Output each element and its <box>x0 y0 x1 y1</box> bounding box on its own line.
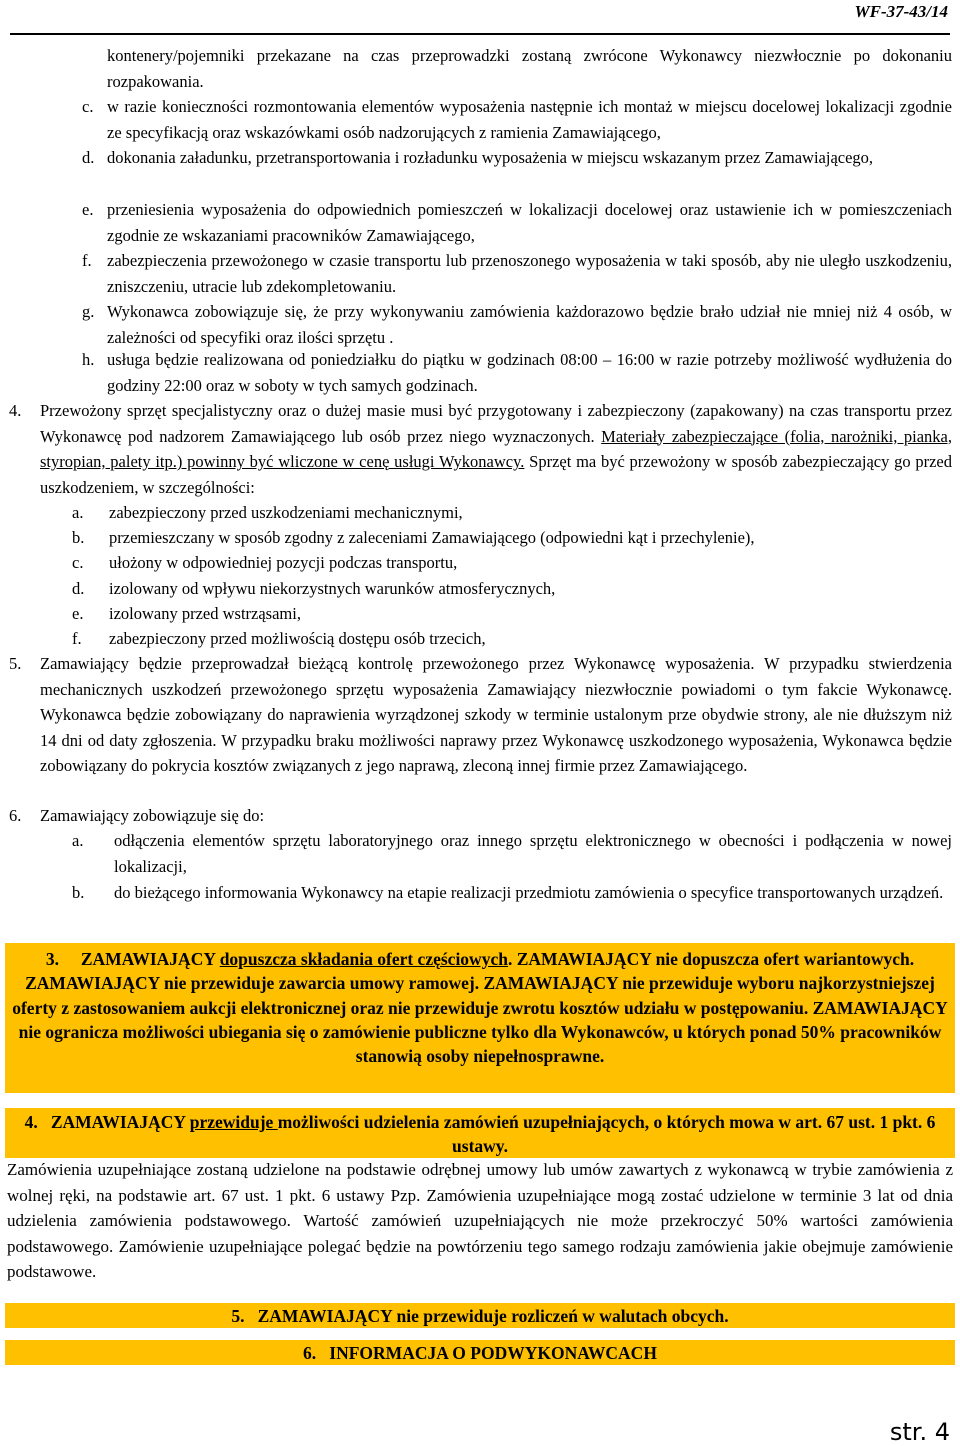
p4-item-c-text: ułożony w odpowiedniej pozycji podczas transportu, <box>109 553 458 572</box>
p4-item-e-text: izolowany przed wstrząsami, <box>109 604 301 623</box>
section-3-rest: . ZAMAWIAJĄCY nie dopuszcza ofert wariantowych. ZAMAWIAJĄCY nie przewiduje zawarcia umowy ramowej. ZAMAWIAJĄCY nie przewiduje wyboru najkorzystniejszej oferty z zastosowaniem aukcji elektronicznej oraz nie przewiduje zwrotu kosztów udziału w postępowaniu. ZAMAWIAJĄCY nie ogranicza możliwości ubiegania się o zamówienie publiczne tylko dla Wykonawców, u których ponad 50% pracowników stanowią osoby niepełnosprawne. <box>12 949 948 1067</box>
point-6-number: 6. <box>9 806 22 825</box>
section-4-body: Zamówienia uzupełniające zostaną udzielone na podstawie odrębnej umowy lub umów zawartych z wykonawcą w trybie zamówienia z wolnej ręki, na podstawie art. 67 ust. 1 pkt. 6 ustawy Pzp. Zamówienia uzupełniające mogą zostać udzielone w terminie 3 lat od dnia udzielenia zamówienia podstawowego. Wartość zamówień uzupełniających nie może przekroczyć 50% wartości zamówienia podstawowego. Zamówienie uzupełniające polegać będzie na powtórzeniu tego samego rodzaju zamówienia jakie obejmuje zamówienie podstawowe. <box>7 1160 953 1282</box>
section-4-number: 4. <box>24 1112 38 1132</box>
p4-item-d-text: izolowany od wpływu niekorzystnych warunków atmosferycznych, <box>109 579 556 598</box>
item-f-text: zabezpieczenia przewożonego w czasie transportu lub przenoszonego wyposażenia w taki sposób, aby nie uległo uszkodzeniu, zniszczeniu, utracie lub zdekompletowaniu. <box>107 251 952 296</box>
document-id: WF-37-43/14 <box>854 2 948 21</box>
item-f-label: f. <box>82 251 92 270</box>
item-b-continuation: kontenery/pojemniki przekazane na czas przeprowadzki zostaną zwrócone Wykonawcy niezwłocznie po dokonaniu rozpakowania. <box>107 46 952 91</box>
section-6-heading <box>8 1341 952 1365</box>
item-h-label: h. <box>82 350 95 369</box>
p4-item-a-label: a. <box>72 503 84 522</box>
item-g-text: Wykonawca zobowiązuje się, że przy wykonywaniu zamówienia każdorazowo będzie brało udział nie mniej niż 4 osób, w zależności od specyfiki oraz ilości sprzętu . <box>107 302 952 347</box>
page-number: str. 4 <box>889 1418 950 1446</box>
point-5-number: 5. <box>9 654 22 673</box>
section-5-heading <box>8 1304 952 1328</box>
p4-item-e-label: e. <box>72 604 84 623</box>
point-4-text <box>40 398 952 500</box>
point-4-text-main: Przewożony sprzęt specjalistyczny oraz o dużej masie musi być przygotowany i zabezpieczony (zapakowany) na czas transportu przez Wykonawcę pod nadzorem Zamawiającego lub osób przez niego wyznaczonych. <box>40 401 952 446</box>
section-4-underlined: przewiduje <box>189 1112 278 1132</box>
item-h-text: usługa będzie realizowana od poniedziałku do piątku w godzinach 08:00 – 16:00 w razie potrzeby możliwość wydłużenia do godziny 22:00 oraz w soboty w tych samych godzinach. <box>107 350 952 395</box>
p4-item-a-text: zabezpieczony przed uszkodzeniami mechanicznymi, <box>109 503 463 522</box>
section-3-underlined: dopuszcza składania ofert częściowych <box>219 949 508 969</box>
p4-item-c-label: c. <box>72 553 84 572</box>
item-e-label: e. <box>82 200 94 219</box>
point-4-number: 4. <box>9 401 22 420</box>
p4-item-f-text: zabezpieczony przed możliwością dostępu osób trzecich, <box>109 629 486 648</box>
header-rule <box>10 33 950 35</box>
item-c-text: w razie konieczności rozmontowania elementów wyposażenia następnie ich montaż w miejscu docelowej lokalizacji zgodnie ze specyfikacją oraz wskazówkami osób nadzorujących z ramienia Zamawiającego, <box>107 97 952 142</box>
point-4-text-tail: Sprzęt ma być przewożony w sposób zabezpieczający go przed uszkodzeniem, w szczególności: <box>40 452 952 497</box>
section-4-rest: możliwości udzielenia zamówień uzupełniających, o których mowa w art. 67 ust. 1 pkt. 6 ustawy. <box>277 1112 936 1157</box>
item-g-label: g. <box>82 302 95 321</box>
item-d-label: d. <box>82 148 95 167</box>
p6-item-a-text: odłączenia elementów sprzętu laboratoryjnego oraz innego sprzętu elektronicznego w obecności i podłączenia w nowej lokalizacji, <box>114 831 952 876</box>
section-3-number: 3. <box>45 949 59 969</box>
point-6-text: Zamawiający zobowiązuje się do: <box>40 806 265 825</box>
p4-item-f-label: f. <box>72 629 82 648</box>
section-5-text: ZAMAWIAJĄCY nie przewiduje rozliczeń w walutach obcych. <box>257 1306 729 1326</box>
section-3-text <box>8 947 952 1068</box>
section-6-number: 6. <box>303 1343 317 1363</box>
section-5-number: 5. <box>231 1306 245 1326</box>
item-d-text: dokonania załadunku, przetransportowania i rozładunku wyposażenia w miejscu wskazanym przez Zamawiającego, <box>107 148 874 167</box>
p4-item-b-label: b. <box>72 528 85 547</box>
p6-item-b-label: b. <box>72 883 85 902</box>
section-4-subject: ZAMAWIAJĄCY <box>50 1112 186 1132</box>
section-4-heading <box>8 1110 952 1159</box>
section-3-subject: ZAMAWIAJĄCY <box>80 949 216 969</box>
p4-item-b-text: przemieszczany w sposób zgodny z zaleceniami Zamawiającego (odpowiedni kąt i przechylenie), <box>109 528 755 547</box>
point-4-underlined: Materiały zabezpieczające (folia, narożniki, pianka, styropian, palety itp.) powinny być wliczone w cenę usługi Wykonawcy. <box>40 426 953 472</box>
p6-item-b-text: do bieżącego informowania Wykonawcy na etapie realizacji przedmiotu zamówienia o specyfice transportowanych urządzeń. <box>114 883 944 902</box>
p6-item-a-label: a. <box>72 831 84 850</box>
point-5-text: Zamawiający będzie przeprowadzał bieżącą kontrolę przewożonego przez Wykonawcę wyposażenia. W przypadku stwierdzenia mechanicznych uszkodzeń przewożonego sprzętu wyposażenia Zamawiający niezwłocznie powiadomi o tym fakcie Wykonawcę. Wykonawca będzie zobowiązany do naprawienia wyrządzonej szkody w terminie ustalonym prze obydwie strony, ale nie dłuższym niż 14 dni od daty zgłoszenia. W przypadku braku możliwości naprawy przez Wykonawcę uszkodzonego wyposażenia, Wykonawca będzie zobowiązany do pokrycia kosztów związanych z jego naprawą, zleconą innej firmie przez Zamawiającego. <box>40 654 952 776</box>
p4-item-d-label: d. <box>72 579 85 598</box>
item-c-label: c. <box>82 97 94 116</box>
section-6-text: INFORMACJA O PODWYKONAWCACH <box>329 1343 657 1363</box>
item-e-text: przeniesienia wyposażenia do odpowiednich pomieszczeń w lokalizacji docelowej oraz ustawienie ich w pomieszczeniach zgodnie ze wskazaniami pracowników Zamawiającego, <box>107 200 952 245</box>
